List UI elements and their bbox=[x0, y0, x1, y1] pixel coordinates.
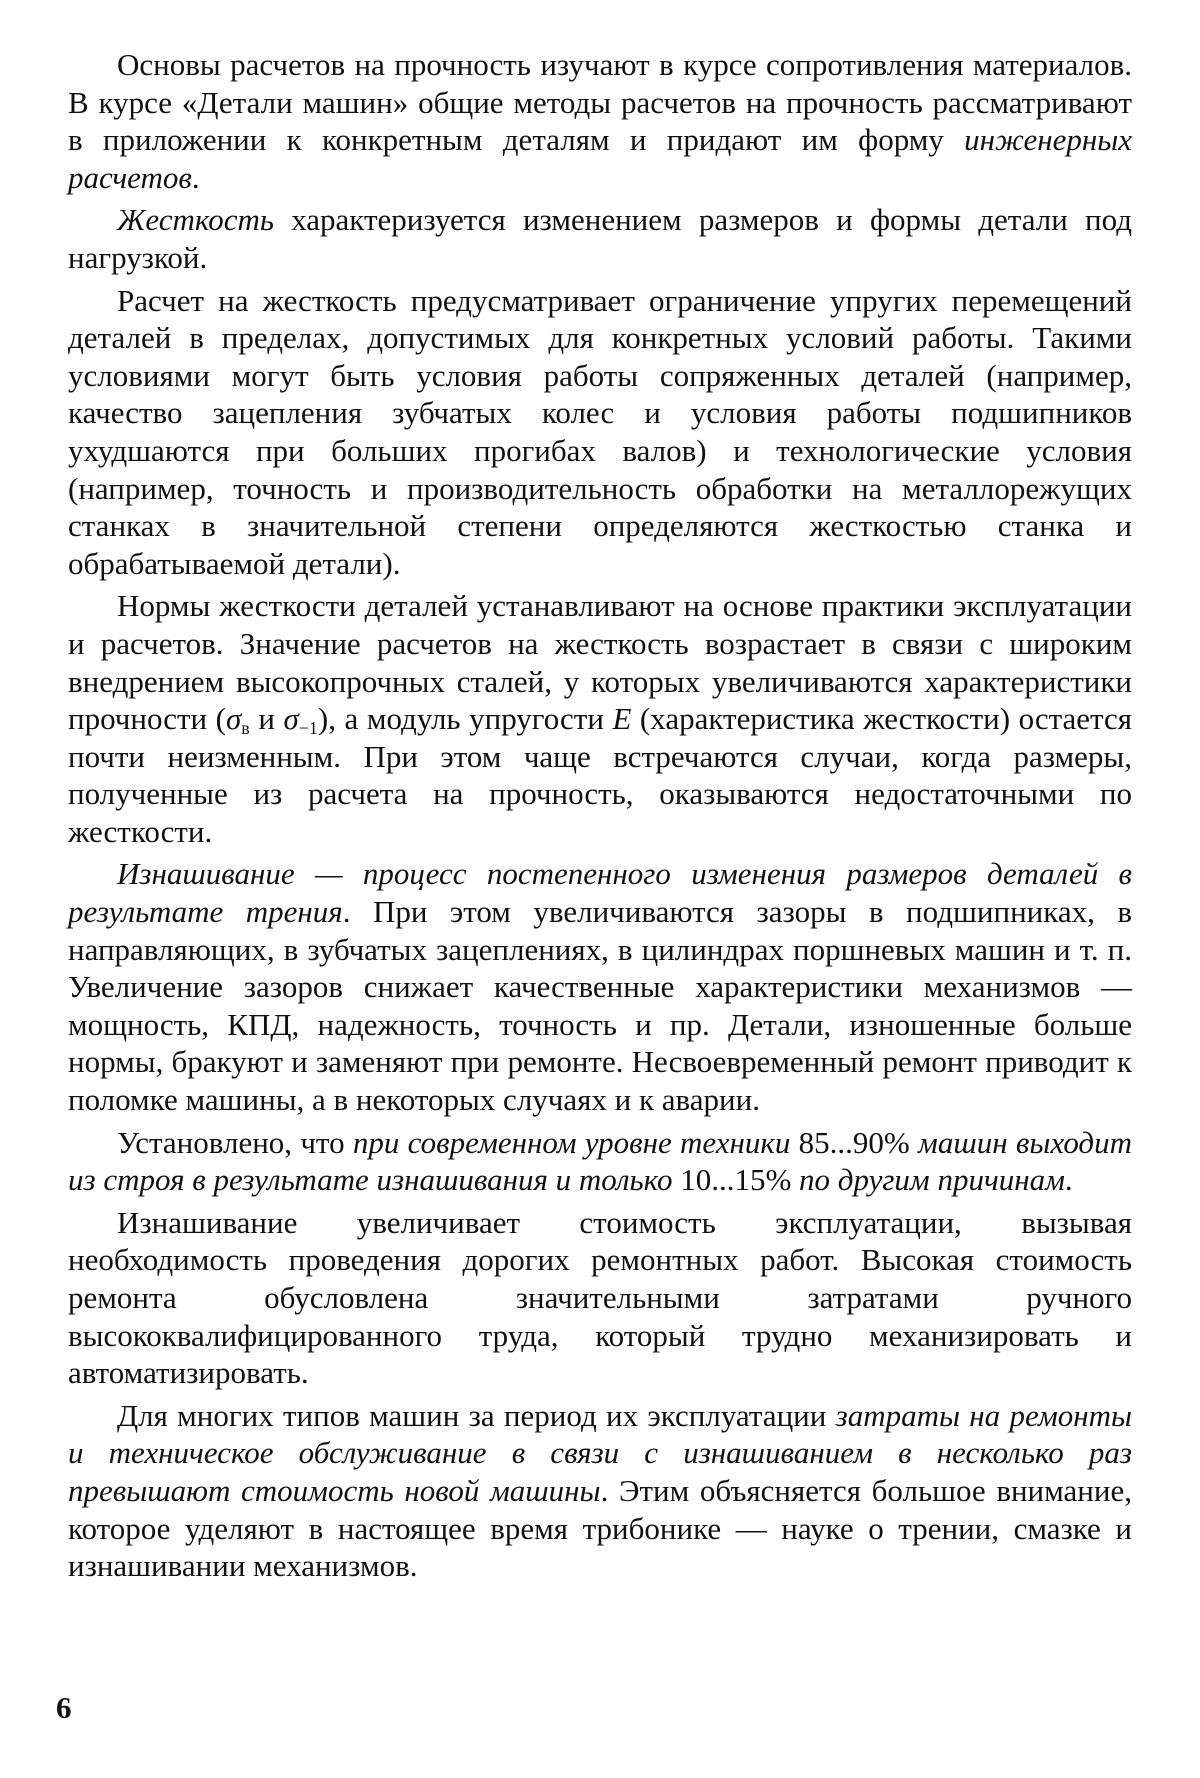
text-run: Изнашивание увеличивает стоимость эксплуатации, вызывая необходимость проведения дорогих ремонтных работ. Высокая стоимость ремонта обусловлена значительными затратами ручного высококвалифицированного труда, который трудно механизировать и автоматизировать. bbox=[68, 1204, 1132, 1391]
text-run: (характеристика жесткости) остается почти неизменным. При этом чаще встречаются случаи, когда размеры, полученные из расчета на прочность, оказываются недостаточными по жесткости. bbox=[68, 701, 1132, 849]
paragraph bbox=[68, 1124, 1132, 1199]
subscript-text: в bbox=[241, 718, 250, 739]
text-run: и bbox=[249, 701, 284, 737]
paragraph bbox=[68, 201, 1132, 276]
text-run: Расчет на жесткость предусматривает ограничение упругих перемещений деталей в пределах, допустимых для конкретных условий работы. Такими условиями могут быть условия работы сопряженных деталей (например, качество зацепления зубчатых колес и условия работы подшипников ухудшаются при больших прогибах валов) и технологические условия (например, точность и производительность обработки на металлорежущих станках в значительной степени определяются жесткостью станка и обрабатываемой детали). bbox=[68, 282, 1132, 581]
page-body bbox=[68, 46, 1132, 1590]
italic-text: машин выходит из строя в результате изнашивания и только bbox=[68, 1124, 1132, 1198]
text-run: Основы расчетов на прочность изучают в курсе сопротивления материалов. В курсе «Детали машин» общие методы расчетов на прочность рассматривают в приложении к конкретным деталям и придают им форму bbox=[68, 47, 1132, 158]
paragraph bbox=[68, 855, 1132, 1118]
text-run: 85...90% bbox=[790, 1124, 919, 1160]
text-run: . Этим объясняется большое внимание, которое уделяют в настоящее время трибонике — науке о трении, смазке и изнашивании механизмов. bbox=[68, 1472, 1132, 1584]
text-run: ), а модуль упругости bbox=[317, 701, 613, 737]
text-run: . bbox=[1064, 1162, 1073, 1198]
text-run: . bbox=[191, 159, 200, 195]
page-number: 6 bbox=[56, 1690, 72, 1725]
paragraph bbox=[68, 46, 1132, 196]
subscript-text: −1 bbox=[298, 718, 318, 739]
paragraph bbox=[68, 282, 1132, 583]
text-run: Для многих типов машин за период их эксплуатации bbox=[117, 1397, 836, 1433]
italic-text: инженерных расчетов bbox=[68, 122, 1132, 195]
text-run: 10...15% bbox=[672, 1162, 800, 1198]
italic-text: E bbox=[612, 701, 632, 737]
text-run: Нормы жесткости деталей устанавливают на основе практики эксплуатации и расчетов. Значение расчетов на жесткость возрастает в связи с широким внедрением высокопрочных сталей, у которых увеличиваются характеристики прочности ( bbox=[68, 588, 1132, 737]
paragraph bbox=[68, 587, 1132, 850]
italic-text: σ bbox=[283, 701, 299, 737]
text-run: Установлено, что bbox=[117, 1124, 353, 1160]
paragraph bbox=[68, 1204, 1132, 1392]
italic-text: Изнашивание — процесс постепенного изменения размеров деталей в результате трения bbox=[68, 856, 1132, 930]
italic-text: при современном уровне техники bbox=[352, 1124, 791, 1160]
paragraph bbox=[68, 1397, 1132, 1585]
italic-text: по другим причинам bbox=[799, 1162, 1065, 1198]
italic-text: σ bbox=[226, 701, 242, 737]
text-run: . При этом увеличиваются зазоры в подшипниках, в направляющих, в зубчатых зацеплениях, в цилиндрах поршневых машин и т. п. Увеличение зазоров снижает качественные характеристики механизмов — мощность, КПД, надежность, точность и пр. Детали, изношенные больше нормы, бракуют и заменяют при ремонте. Несвоевременный ремонт приводит к поломке машины, а в некоторых случаях и к аварии. bbox=[68, 894, 1132, 1118]
italic-text: затраты на ремонты и техническое обслуживание в связи с изнашиванием в несколько раз превышают стоимость новой машины bbox=[68, 1397, 1132, 1508]
italic-text: Жесткость bbox=[117, 202, 274, 238]
text-run: характеризуется изменением размеров и формы детали под нагрузкой. bbox=[68, 202, 1132, 275]
